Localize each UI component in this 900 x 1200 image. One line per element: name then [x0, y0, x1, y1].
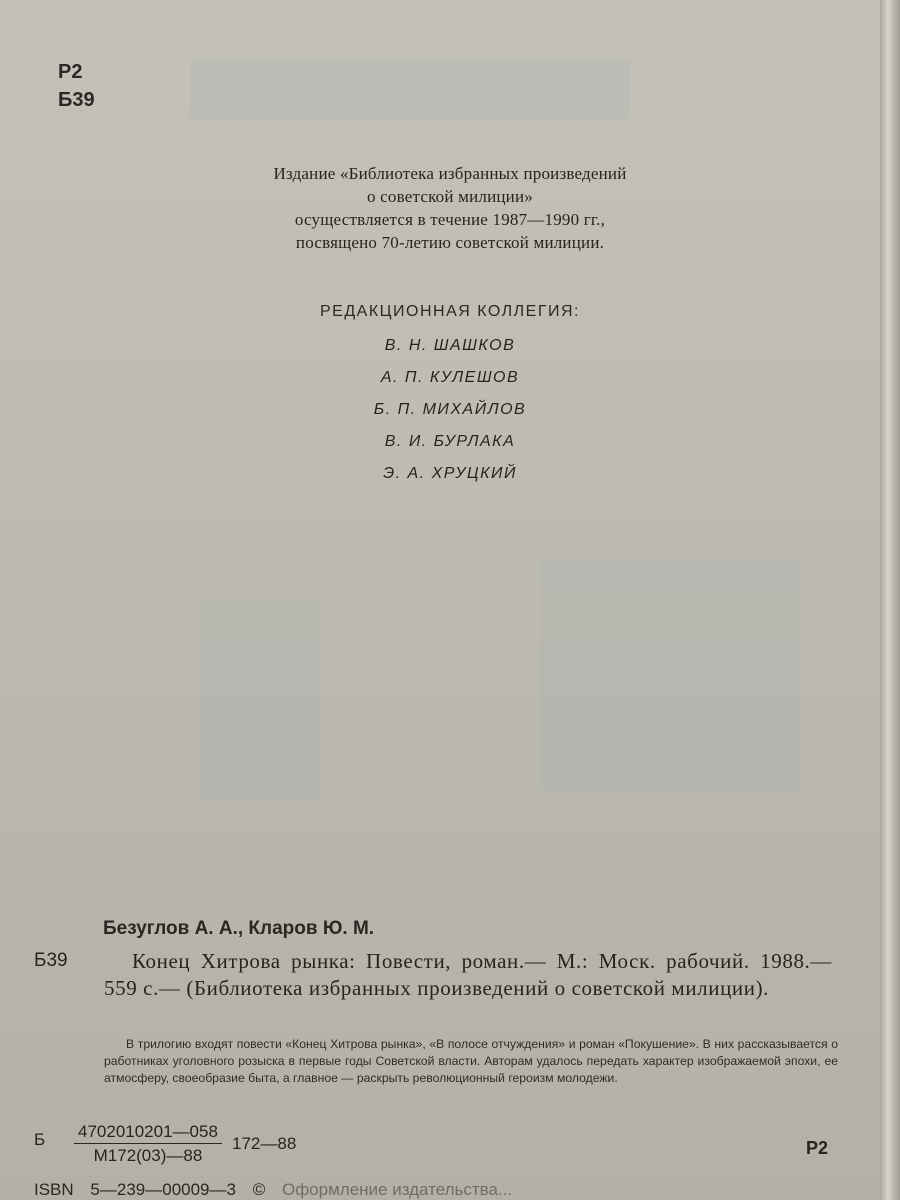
classification-suffix: 172—88	[232, 1134, 297, 1153]
board-member: В. И. БУРЛАКА	[384, 433, 516, 450]
series-statement-line: посвящено 70-летию советской милиции.	[295, 233, 605, 252]
copyright-text: Оформление издательства...	[281, 1180, 513, 1199]
isbn-number: 5—239—00009—3	[90, 1180, 236, 1199]
board-member: Э. А. ХРУЦКИЙ	[383, 465, 517, 482]
bibliographic-description: Конец Хитрова рынка: Повести, роман.— М.: Моск. рабочий. 1988.— 559 с.— (Библиотека избранных произведений о советской милиции).	[104, 949, 832, 1000]
corner-index	[58, 58, 95, 114]
series-statement-line: о советской милиции»	[367, 187, 533, 206]
classification-numerator: 4702010201—058	[74, 1122, 222, 1144]
catalog-code: Б39	[34, 950, 68, 971]
board-member: В. Н. ШАШКОВ	[384, 337, 516, 354]
bottom-index: Р2	[806, 1138, 829, 1158]
editorial-board-heading: РЕДАКЦИОННАЯ КОЛЛЕГИЯ:	[320, 303, 580, 320]
board-member: А. П. КУЛЕШОВ	[380, 369, 520, 386]
copyright-sign: ©	[252, 1180, 266, 1199]
corner-index-line1: Р2	[58, 61, 83, 83]
show-through-band	[540, 560, 800, 790]
classification-fraction	[74, 1122, 222, 1166]
series-statement	[180, 162, 720, 254]
isbn-line	[34, 1180, 524, 1200]
show-through-band	[190, 60, 630, 120]
classification-denominator: М172(03)—88	[93, 1146, 203, 1165]
series-statement-line: Издание «Библиотека избранных произведений	[273, 164, 627, 183]
classification-letter: Б	[34, 1130, 46, 1149]
series-statement-line: осуществляется в течение 1987—1990 гг.,	[294, 210, 606, 229]
board-member: Б. П. МИХАЙЛОВ	[373, 401, 527, 418]
corner-index-line2: Б39	[58, 89, 95, 111]
editorial-board-list	[180, 336, 720, 496]
authors: Безуглов А. А., Кларов Ю. М.	[103, 918, 375, 939]
show-through-band	[200, 600, 320, 800]
annotation: В трилогию входят повести «Конец Хитрова рынка», «В полосе отчуждения» и роман «Покушение». В них рассказывается о работниках уголовного розыска в первые годы Советской власти. Авторам удалось передать характер изображаемой эпохи, ее атмосферу, своеобразие быта, а главное — раскрыть революционный героизм молодежи.	[104, 1037, 838, 1085]
isbn-label: ISBN	[34, 1180, 74, 1199]
